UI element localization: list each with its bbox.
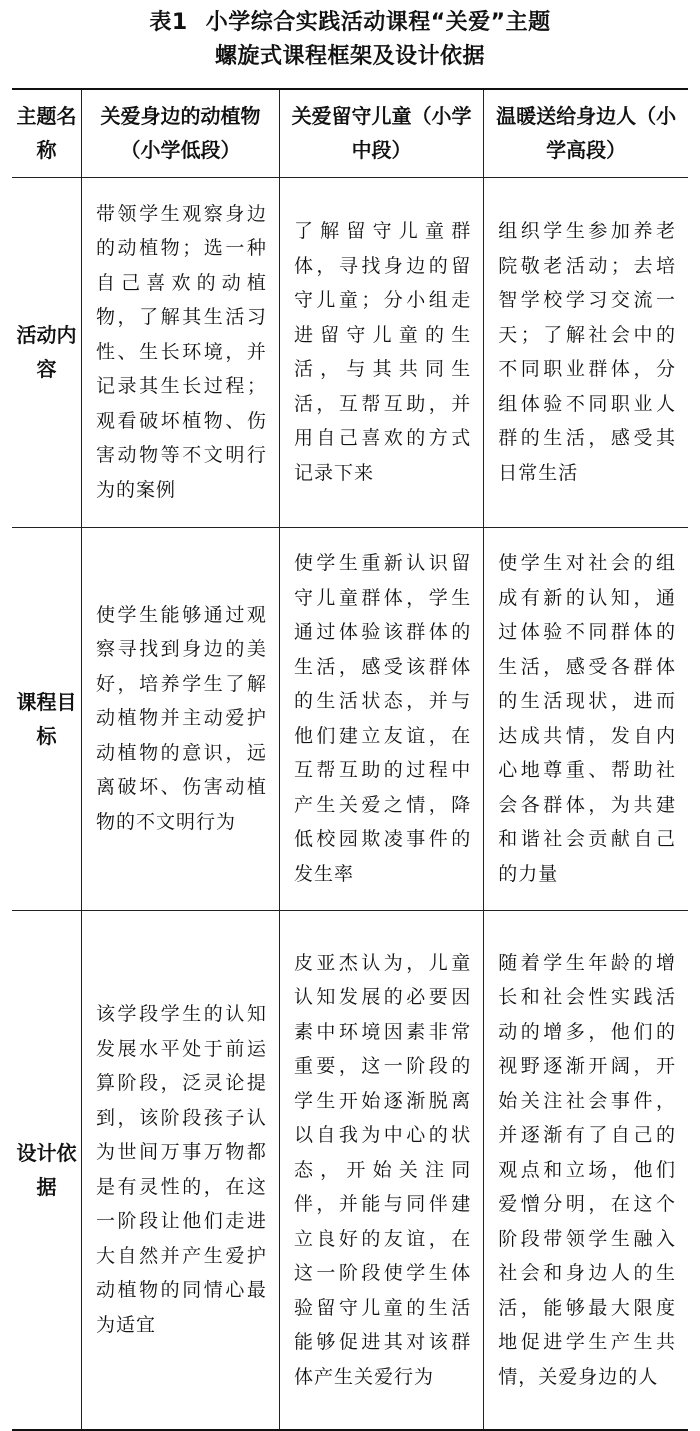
- cell-basis-mid: [279, 910, 483, 1430]
- caption-line-1: [12, 6, 688, 40]
- cell-text: 该学段学生的认知发展水平处于前运算阶段，泛灵论提到，该阶段孩子认为世间万事万物都是有灵性的，在这一阶段让他们走进大自然并产生爱护动植物的同情心最为适宜: [95, 1003, 267, 1336]
- cell-text: 使学生能够通过观察寻找到身边的美好，培养学生了解动植物并主动爱护动植物的意识，远离破坏、伤害动植物的不文明行为: [95, 603, 267, 833]
- cell-basis-high: [484, 910, 688, 1430]
- cell-activity-high: [484, 177, 688, 527]
- cell-text: 组织学生参加养老院敬老活动；去培智学校学习交流一天；了解社会中的不同职业群体，分组体验不同职业人群的生活，感受其日常生活: [498, 220, 676, 484]
- table-number: 表1: [149, 10, 188, 35]
- header-col-mid-grade: 关爱留守儿童（小学中段）: [279, 89, 483, 177]
- cell-activity-low: [81, 177, 279, 527]
- table-row-activity-content: [12, 177, 688, 527]
- row-label-course-goal: 课程目标: [12, 527, 81, 910]
- cell-goal-high: [484, 527, 688, 910]
- caption-title-part1: 小学综合实践活动课程“关爱”主题: [205, 10, 551, 35]
- cell-text: 随着学生年龄的增长和社会性实践活动的增多，他们的视野逐渐开阔，开始关注社会事件，并逐渐有了自己的观点和立场，他们爱憎分明，在这个阶段带领学生融入社会和身边人的生活，能够最大限度地促进学生产生共情，关爱身边的人: [498, 951, 676, 1388]
- table-row-course-goal: [12, 527, 688, 910]
- cell-basis-low: [81, 910, 279, 1430]
- table-caption: [12, 6, 688, 74]
- header-col-high-grade: 温暖送给身边人（小学高段）: [484, 89, 688, 177]
- cell-text: 使学生重新认识留守儿童群体，学生通过体验该群体的生活，感受该群体的生活状态，并与他们建立友谊，在互帮互助的过程中产生关爱之情，降低校园欺凌事件的发生率: [293, 552, 472, 885]
- cell-goal-mid: [279, 527, 483, 910]
- row-label-activity-content: 活动内容: [12, 177, 81, 527]
- cell-text: 带领学生观察身边的动植物；选一种自己喜欢的动植物，了解其生活习性、生长环境，并记录其生长过程；观看破坏植物、伤害动物等不文明行为的案例: [95, 202, 267, 501]
- header-theme-name: 主题名称: [12, 89, 81, 177]
- cell-text: 皮亚杰认为，儿童认知发展的必要因素中环境因素非常重要，这一阶段的学生开始逐渐脱离以自我为中心的状态，开始关注同伴，并能与同伴建立良好的友谊，在这一阶段使学生体验留守儿童的生活能够促进其对该群体产生关爱行为: [293, 951, 472, 1388]
- table-header-row: [12, 89, 688, 177]
- table-row-design-basis: [12, 910, 688, 1430]
- cell-activity-mid: [279, 177, 483, 527]
- cell-text: 了解留守儿童群体，寻找身边的留守儿童；分小组走进留守儿童的生活，与其共同生活，互帮互助，并用自己喜欢的方式记录下来: [293, 220, 472, 484]
- row-label-design-basis: 设计依据: [12, 910, 81, 1430]
- header-col-low-grade: 关爱身边的动植物（小学低段）: [81, 89, 279, 177]
- curriculum-framework-table: [12, 88, 688, 1431]
- caption-title-part2: 螺旋式课程框架及设计依据: [214, 44, 485, 69]
- cell-text: 使学生对社会的组成有新的认知，通过体验不同群体的生活，感受各群体的生活现状，进而达成共情，发自内心地尊重、帮助社会各群体，为共建和谐社会贡献自己的力量: [498, 552, 676, 885]
- cell-goal-low: [81, 527, 279, 910]
